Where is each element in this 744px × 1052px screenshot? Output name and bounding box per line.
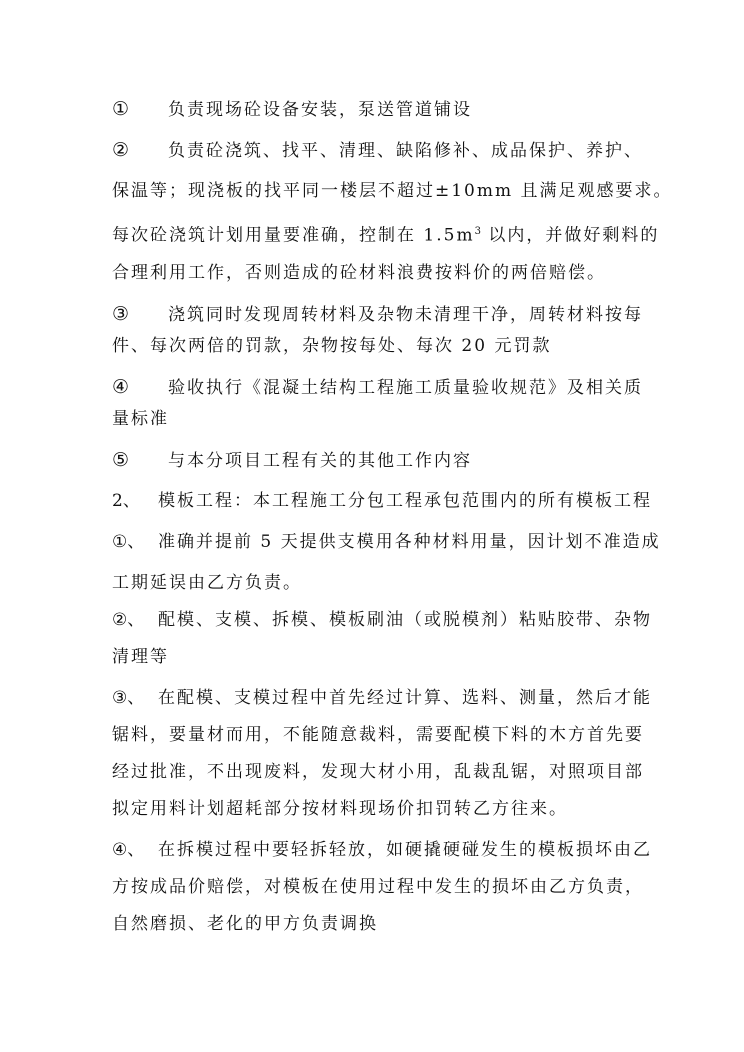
item-3-text-1: 浇筑同时发现周转材料及杂物未清理干净，周转材料按每 xyxy=(168,305,643,325)
subitem-2-line-2: 清理等 xyxy=(112,647,169,667)
section-2-heading xyxy=(112,490,652,512)
subitem-3-line-3: 经过批准，不出现废料，发现大材小用，乱裁乱锯，对照项目部 xyxy=(112,762,644,782)
subitem-3-text-1: 在配模、支模过程中首先经过计算、选料、测量，然后才能 xyxy=(158,688,652,708)
subitem-1-line-1 xyxy=(112,531,661,553)
item-4-line-1 xyxy=(112,376,643,399)
subitem-4-text-1: 在拆模过程中要轻拆轻放，如硬撬硬碰发生的模板损坏由乙 xyxy=(158,840,652,860)
item-5-text: 与本分项目工程有关的其他工作内容 xyxy=(168,451,472,471)
item-1-text: 负责现场砼设备安装，泵送管道铺设 xyxy=(168,100,472,120)
section-2-marker: 2、 xyxy=(112,491,140,511)
item-4-text-1: 验收执行《混凝土结构工程施工质量验收规范》及相关质 xyxy=(168,378,643,398)
subitem-1-text-1: 准确并提前 5 天提供支模用各种材料用量，因计划不准造成 xyxy=(158,532,661,552)
item-1-marker: ① xyxy=(112,98,130,120)
item-2-marker: ② xyxy=(112,139,130,161)
subitem-4-marker: ④、 xyxy=(112,840,145,860)
subitem-4-line-1 xyxy=(112,839,652,861)
item-2-line-1 xyxy=(112,139,643,162)
item-4-marker: ④ xyxy=(112,376,130,398)
item-4-line-2: 量标准 xyxy=(112,409,169,429)
item-5 xyxy=(112,449,472,472)
subitem-3-line-2: 锯料，要量材而用，不能随意裁料，需要配模下料的木方首先要 xyxy=(112,725,644,745)
item-1 xyxy=(112,98,472,121)
item-3-marker: ③ xyxy=(112,303,130,325)
item-2-line-4: 合理利用工作，否则造成的砼材料浪费按料价的两倍赔偿。 xyxy=(112,263,606,283)
subitem-1-marker: ①、 xyxy=(112,532,145,552)
item-3-line-2: 件、每次两倍的罚款，杂物按每处、每次 20 元罚款 xyxy=(112,336,552,356)
subitem-2-line-1 xyxy=(112,609,652,631)
subitem-1-line-2: 工期延误由乙方负责。 xyxy=(112,573,302,593)
item-2-text-1: 负责砼浇筑、找平、清理、缺陷修补、成品保护、养护、 xyxy=(168,141,643,161)
item-2-text-3a: 每次砼浇筑计划用量要准确，控制在 1.5m xyxy=(112,225,475,246)
subitem-2-text-1: 配模、支模、拆模、模板刷油（或脱模剂）粘贴胶带、杂物 xyxy=(158,610,652,630)
item-5-marker: ⑤ xyxy=(112,449,130,471)
section-2-text: 模板工程：本工程施工分包工程承包范围内的所有模板工程 xyxy=(158,491,652,511)
subitem-3-line-1 xyxy=(112,687,652,709)
item-2-text-3b: 以内，并做好剩料的 xyxy=(480,225,660,246)
item-2-line-3 xyxy=(112,221,659,247)
subitem-4-line-3: 自然磨损、老化的甲方负责调换 xyxy=(112,914,378,934)
subitem-3-line-4: 拟定用料计划超耗部分按材料现场价扣罚转乙方往来。 xyxy=(112,799,568,819)
item-2-line-2: 保温等；现浇板的找平同一楼层不超过±10mm 且满足观感要求。 xyxy=(112,181,673,201)
item-3-line-1 xyxy=(112,303,643,326)
subitem-3-marker: ③、 xyxy=(112,688,145,708)
subitem-4-line-2: 方按成品价赔偿，对模板在使用过程中发生的损坏由乙方负责， xyxy=(112,877,644,897)
item-2-superscript: 3 xyxy=(474,226,481,237)
subitem-2-marker: ②、 xyxy=(112,610,145,630)
